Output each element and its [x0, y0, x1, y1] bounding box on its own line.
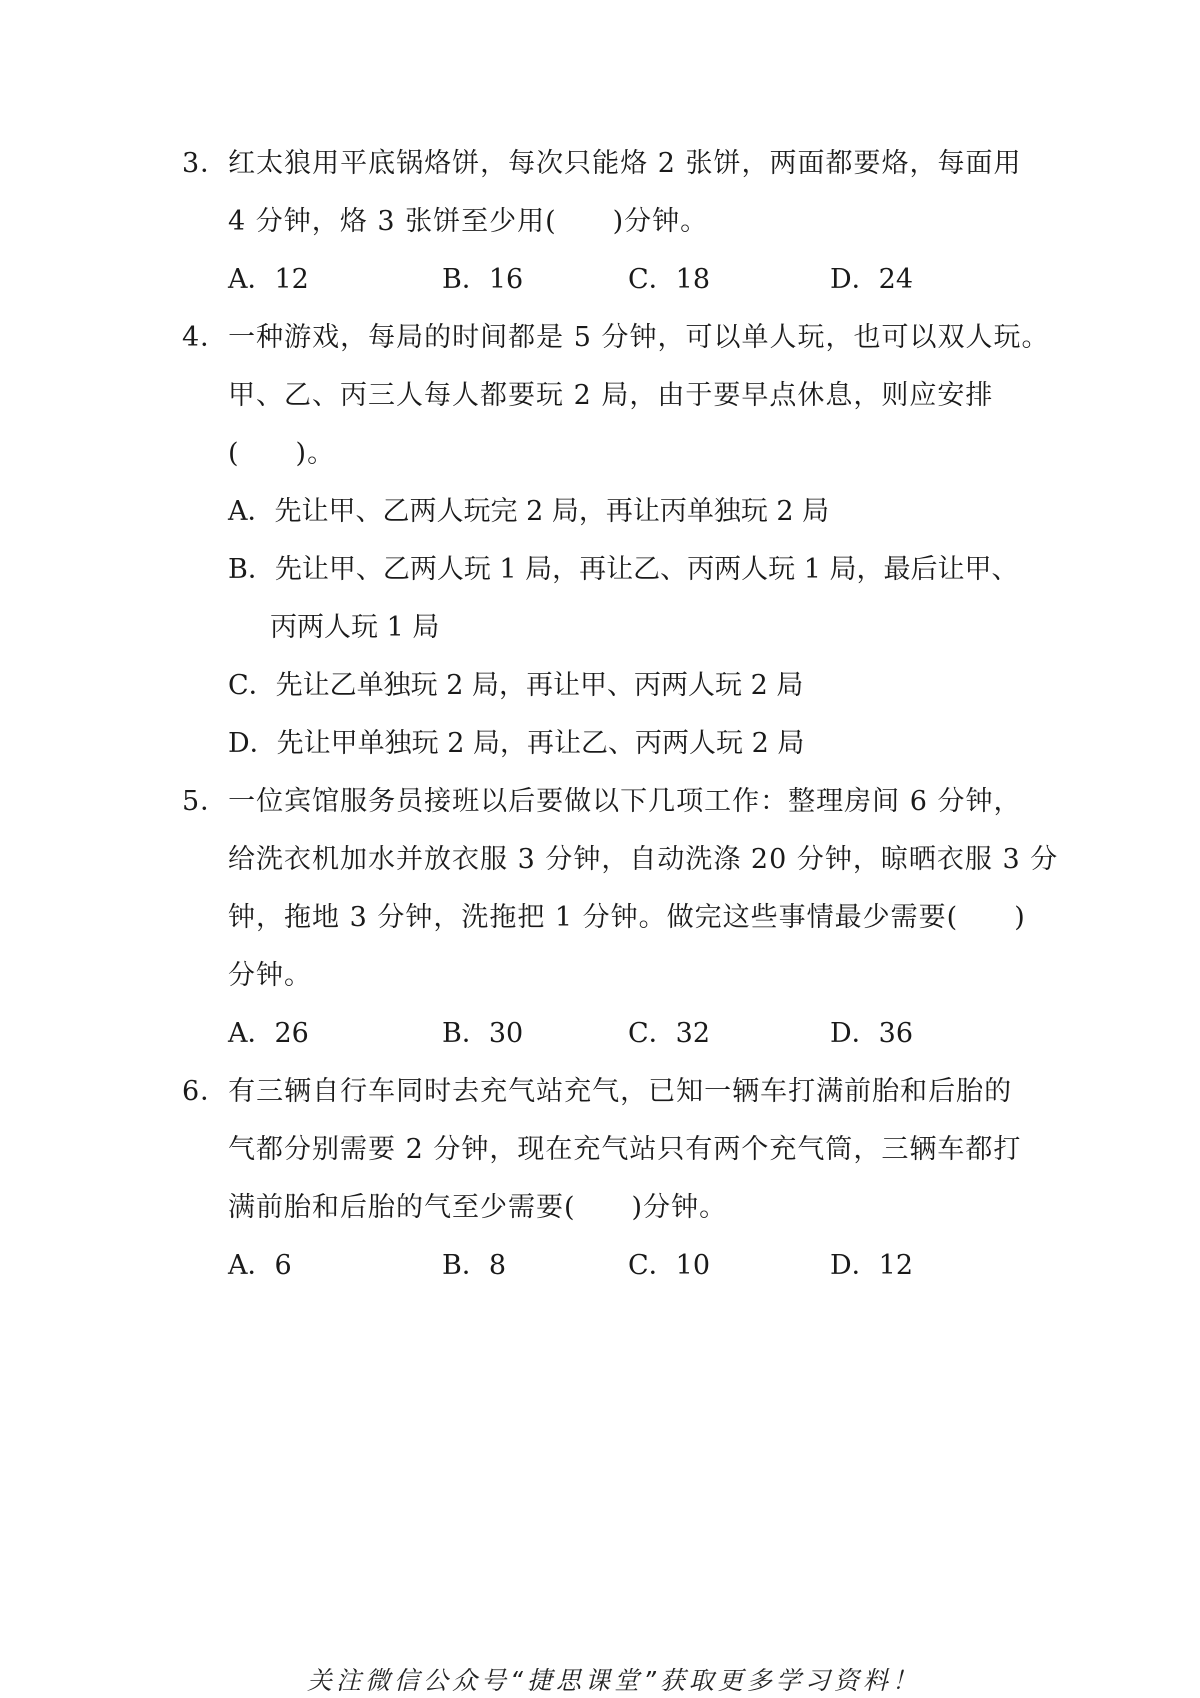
question-4-option-d: D．先让甲单独玩 2 局，再让乙、丙两人玩 2 局 — [228, 728, 805, 759]
question-6-option-d: D．12 — [830, 1250, 914, 1281]
question-5-option-b: B．30 — [442, 1018, 524, 1049]
question-3-option-a: A．12 — [228, 264, 309, 295]
question-6-option-a: A．6 — [228, 1250, 292, 1281]
question-3-option-b: B．16 — [442, 264, 524, 295]
question-6-option-c: C．10 — [628, 1250, 711, 1281]
footer-promo-text: 关注微信公众号“捷思课堂”获取更多学习资料！ — [307, 1666, 921, 1695]
question-5-line-4: 分钟。 — [228, 960, 312, 991]
question-3-line-1: 3．红太狼用平底锅烙饼，每次只能烙 2 张饼，两面都要烙，每面用 — [182, 148, 1022, 179]
question-3-option-d: D．24 — [830, 264, 914, 295]
question-5-option-a: A．26 — [228, 1018, 309, 1049]
question-4-option-b-cont: 丙两人玩 1 局 — [270, 612, 440, 643]
question-3-line-2: 4 分钟，烙 3 张饼至少用( )分钟。 — [228, 206, 709, 237]
question-4-line-3: ( )。 — [228, 438, 336, 469]
question-5-line-3: 钟，拖地 3 分钟，洗拖把 1 分钟。做完这些事情最少需要( ) — [228, 902, 1026, 933]
question-5-option-c: C．32 — [628, 1018, 711, 1049]
question-6-option-b: B．8 — [442, 1250, 507, 1281]
question-4-line-2: 甲、乙、丙三人每人都要玩 2 局，由于要早点休息，则应安排 — [228, 380, 994, 411]
question-5-line-1: 5．一位宾馆服务员接班以后要做以下几项工作：整理房间 6 分钟， — [182, 786, 1022, 817]
question-4-line-1: 4．一种游戏，每局的时间都是 5 分钟，可以单人玩，也可以双人玩。 — [182, 322, 1050, 353]
question-6-line-3: 满前胎和后胎的气至少需要( )分钟。 — [228, 1192, 728, 1223]
question-4-option-b: B．先让甲、乙两人玩 1 局，再让乙、丙两人玩 1 局，最后让甲、 — [228, 554, 1019, 585]
question-3-option-c: C．18 — [628, 264, 711, 295]
question-6-line-2: 气都分别需要 2 分钟，现在充气站只有两个充气筒，三辆车都打 — [228, 1134, 1022, 1165]
question-5-option-d: D．36 — [830, 1018, 914, 1049]
question-4-option-a: A．先让甲、乙两人玩完 2 局，再让丙单独玩 2 局 — [228, 496, 830, 527]
question-6-line-1: 6．有三辆自行车同时去充气站充气，已知一辆车打满前胎和后胎的 — [182, 1076, 1013, 1107]
question-5-line-2: 给洗衣机加水并放衣服 3 分钟，自动洗涤 20 分钟，晾晒衣服 3 分 — [228, 844, 1059, 875]
question-4-option-c: C．先让乙单独玩 2 局，再让甲、丙两人玩 2 局 — [228, 670, 804, 701]
